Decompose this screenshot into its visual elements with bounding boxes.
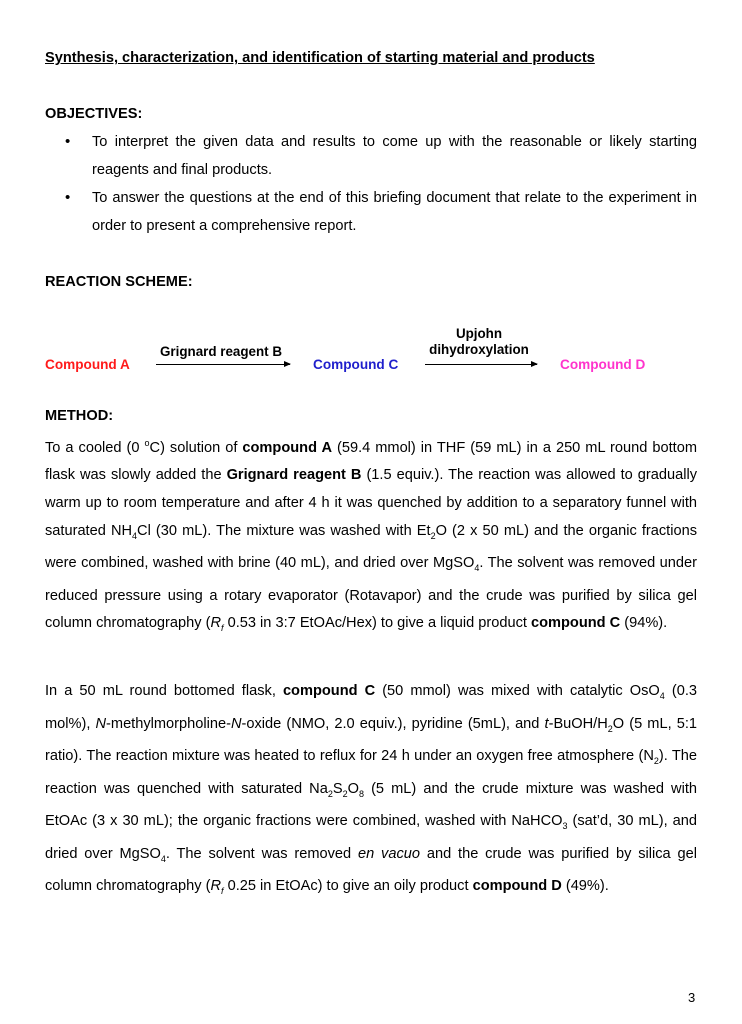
reaction-scheme-heading: REACTION SCHEME: [45, 274, 193, 290]
objective-item: • To answer the questions at the end of this briefing document that relate to the experiment in order to present a comprehensive report. [45, 184, 697, 240]
objectives-heading: OBJECTIVES: [45, 106, 143, 122]
step2-label-line2: dihydroxylation [429, 342, 529, 357]
compound-a-label: Compound A [45, 357, 130, 372]
step2-label-line1: Upjohn [455, 326, 503, 341]
compound-d-label: Compound D [560, 357, 646, 372]
objectives-list [45, 128, 697, 240]
step2-reagent-label [424, 326, 534, 358]
reaction-scheme [0, 320, 742, 380]
objective-item: • To interpret the given data and results to come up with the reasonable or likely starting reagents and final products. [45, 128, 697, 184]
method-heading: METHOD: [45, 408, 114, 424]
compound-c-label: Compound C [313, 357, 399, 372]
step1-arrow [156, 364, 290, 365]
method-paragraph-1: To a cooled (0 $^o$C) solution of compound A (59.4 mmol) in THF (59 mL) in a 250 mL round bottom flask was slowly added the Grignard reagent B (1.5 equiv.). The reaction was allowed to gradually warm up to room temperature and after 4 h it was quenched by addition to a separatory funnel with saturated $NH_4Cl$ (30 mL). The mixture was washed with $Et_2O$ (2 x 50 mL) and the organic fractions were combined, washed with brine (40 mL), and dried over MgSO$_4$. The solvent was removed under reduced pressure using a rotary evaporator (Rotavapor) and the crude was purified by silica gel column chromatography ($R_f$ 0.53 in 3:7 EtOAc/Hex) to give a liquid product compound C (94%). [45, 438, 697, 634]
method-paragraph-2: In a 50 mL round bottomed flask, compound C (50 mmol) was mixed with catalytic OsO$_4$ (0.3 mol%), N-methylmorpholine-N-oxide (NMO, 2.0 equiv.), pyridine (5mL), and $t-BuOH/H_2O$ (5 mL, 5:1 ratio). The reaction mixture was heated to reflux for 24 h under an oxygen free atmosphere $(N_2)$. The reaction was quenched with saturated $Na_2S_2O_8$ (5 mL) and the crude mixture was washed with EtOAc (3 x 30 mL); the organic fractions were combined, washed with NaHCO$_3$ (sat’d, 30 mL), and dried over MgSO$_4$. The solvent was removed en vacuo and the crude was purified by silica gel column chromatography ($R_f$ 0.25 in EtOAc) to give an oily product compound D (49%). [45, 683, 698, 896]
step2-arrow [425, 364, 537, 365]
step1-reagent-label: Grignard reagent B [160, 344, 283, 359]
document-title: Synthesis, characterization, and identification of starting material and products [45, 50, 595, 66]
page-number: 3 [688, 990, 696, 1005]
